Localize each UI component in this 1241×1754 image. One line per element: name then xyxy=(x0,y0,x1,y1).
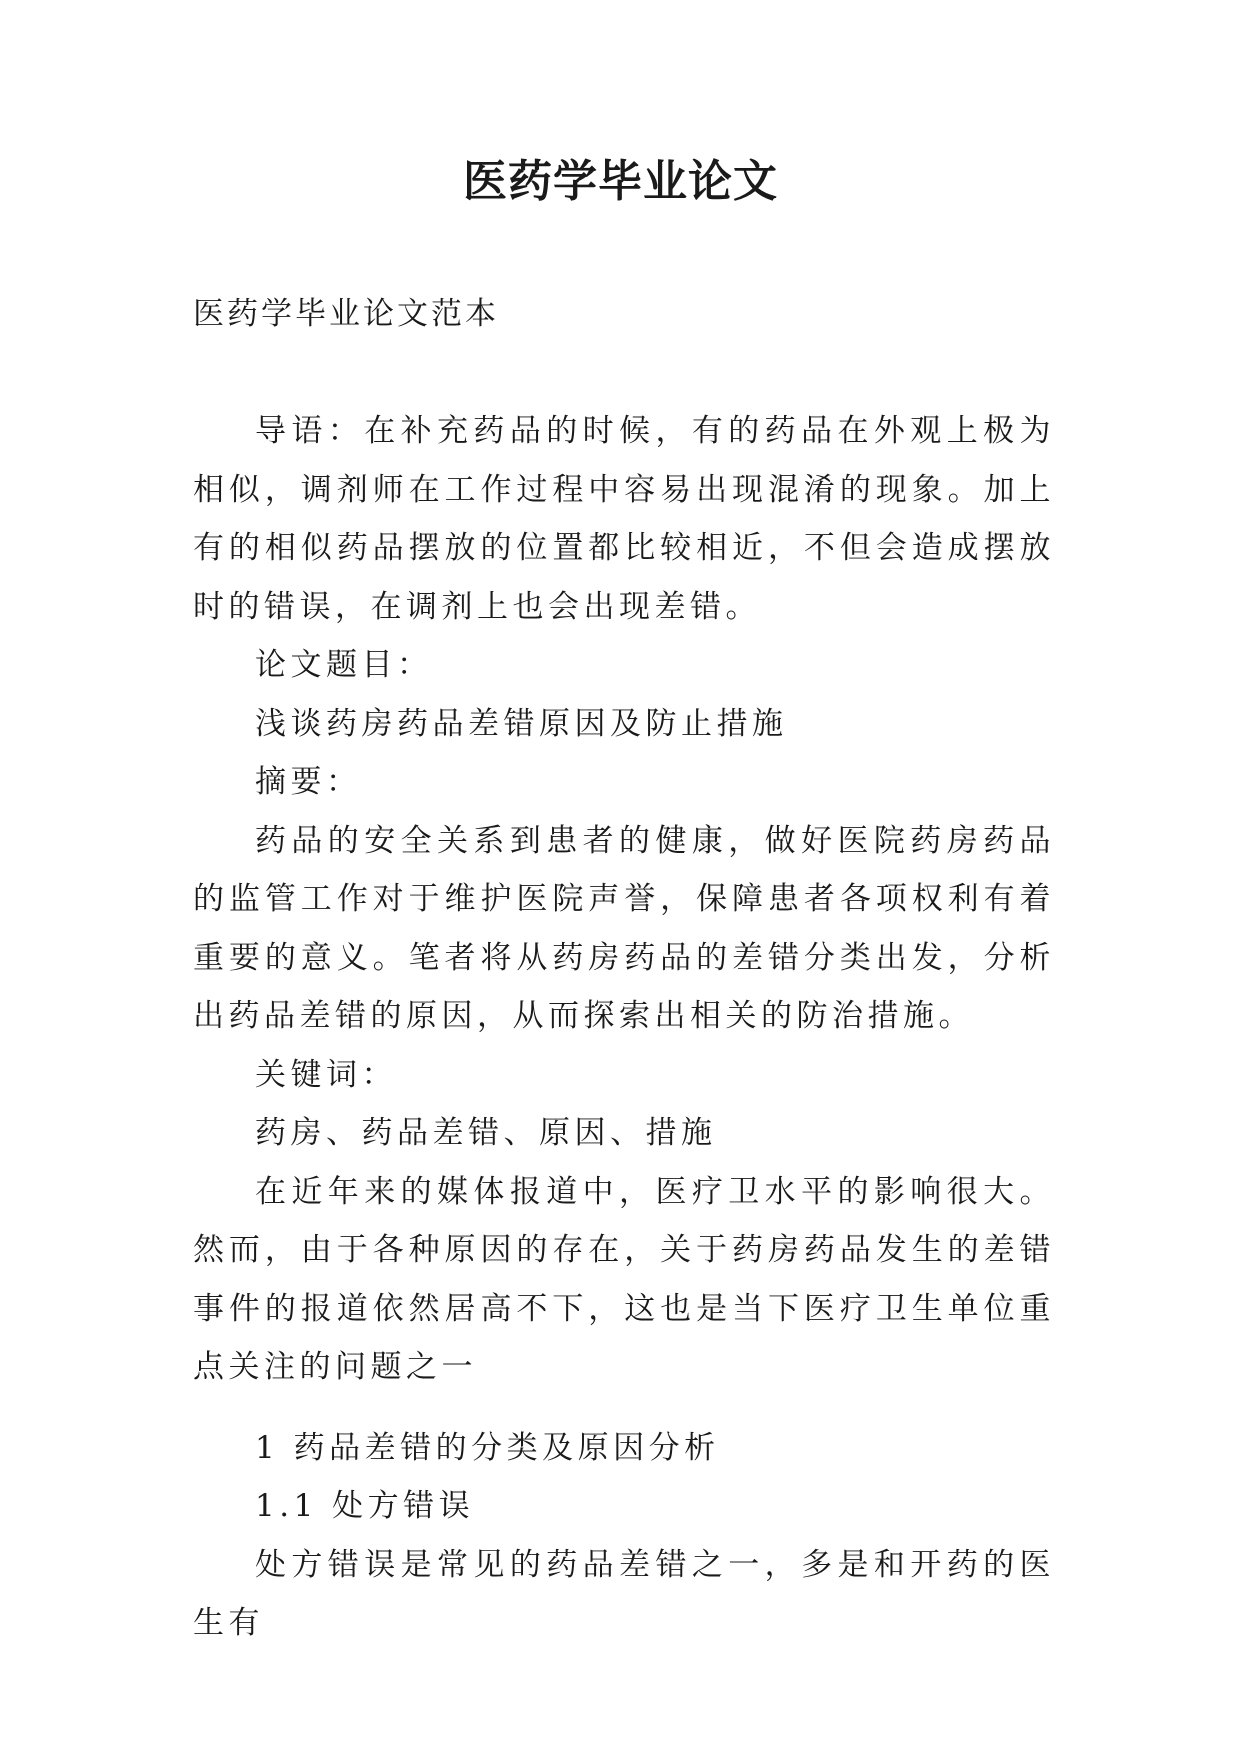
document-body xyxy=(193,402,1055,1653)
document-subtitle: 医药学毕业论文范本 xyxy=(193,296,499,332)
paragraph-thesis-topic: 浅谈药房药品差错原因及防止措施 xyxy=(255,705,788,742)
paragraph-keywords: 药房、药品差错、原因、措施 xyxy=(255,1115,717,1151)
document-title: 医药学毕业论文 xyxy=(463,156,778,207)
paragraph-prescription-error: 处方错误是常见的药品差错之一，多是和开药的医生有 xyxy=(193,1546,1055,1641)
paragraph-abstract-label: 摘要： xyxy=(255,764,362,800)
paragraph-background: 在近年来的媒体报道中，医疗卫水平的影响很大。然而，由于各种原因的存在，关于药房药品发生的差错事件的报道依然居高不下，这也是当下医疗卫生单位重点关注的问题之一 xyxy=(193,1173,1055,1385)
paragraph-abstract: 药品的安全关系到患者的健康，做好医院药房药品的监管工作对于维护医院声誉，保障患者各项权利有着重要的意义。笔者将从药房药品的差错分类出发，分析出药品差错的原因，从而探索出相关的防治措施。 xyxy=(193,822,1055,1034)
section-heading-1-1: 1.1 处方错误 xyxy=(255,1488,475,1524)
paragraph-thesis-topic-label: 论文题目： xyxy=(255,647,433,683)
paragraph-intro: 导语：在补充药品的时候，有的药品在外观上极为相似，调剂师在工作过程中容易出现混淆的现象。加上有的相似药品摆放的位置都比较相近，不但会造成摆放时的错误，在调剂上也会出现差错。 xyxy=(193,413,1055,625)
paragraph-keywords-label: 关键词： xyxy=(255,1056,397,1093)
section-heading-1: 1 药品差错的分类及原因分析 xyxy=(255,1429,720,1466)
